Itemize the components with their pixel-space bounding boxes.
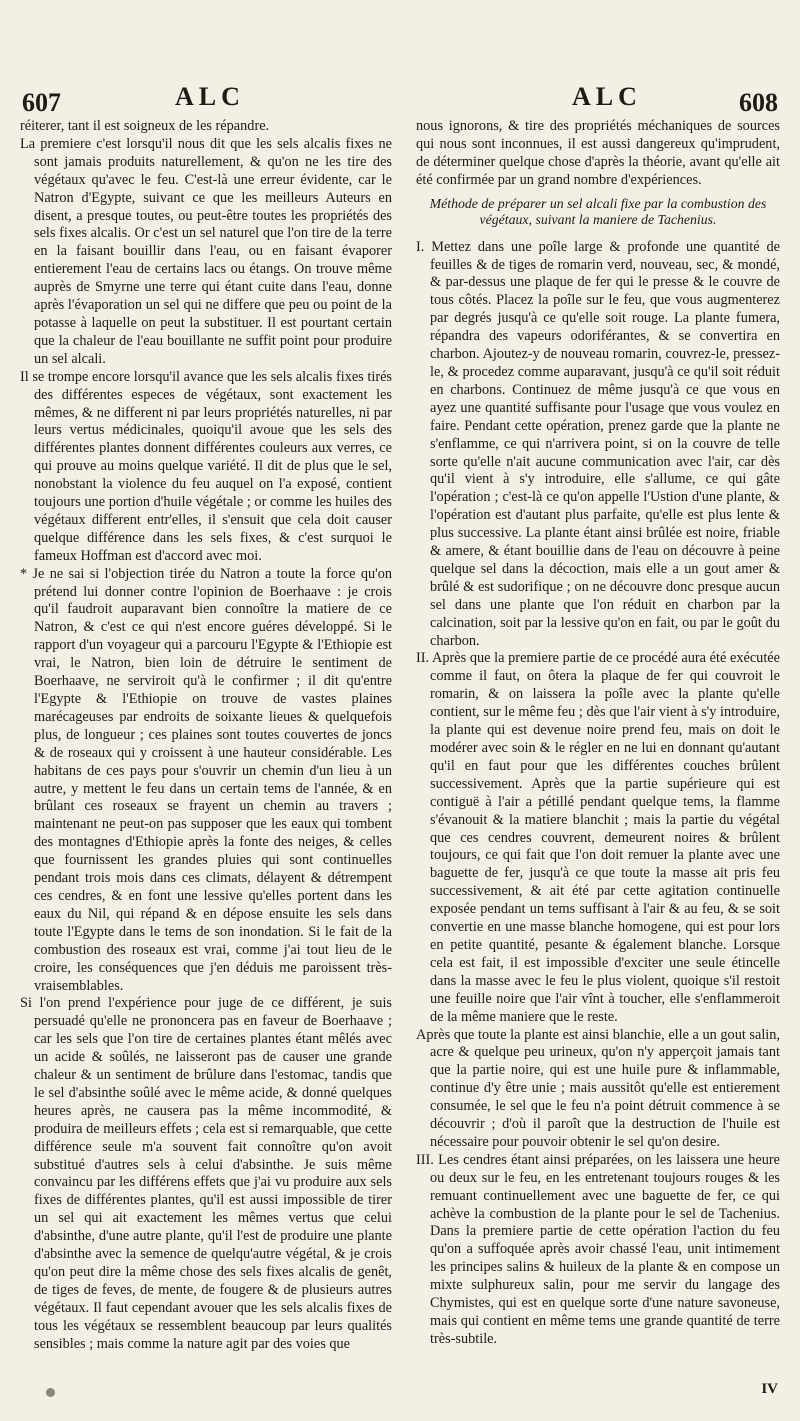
page-blot xyxy=(46,1388,55,1397)
paragraph: nous ignorons, & tire des propriétés méchaniques de sources qui nous sont inconnues, il est aussi dangereux qu'imprudent, de déterminer quelque chose d'après la théorie, avant qu'elle ait été confirmée par un grand nombre d'expériences. xyxy=(416,118,780,188)
running-header xyxy=(0,78,800,118)
paragraph: réiterer, tant il est soigneux de les répandre. xyxy=(20,118,270,134)
section-heading: Méthode de préparer un sel alcali fixe par la combustion des végétaux, suivant la maniere de Tachenius. xyxy=(429,195,767,228)
paragraph: I. Mettez dans une poîle large & profonde une quantité de feuilles & de tiges de romarin verd, nouveau, sec, & mondé, & par-dessus une plaque de fer qui le presse & le couvre de tous côtés. Placez la poîle sur le feu, que vous augmenterez par degrés jusqu'à ce qu'elle soit rouge. La plante fumera, répandra des vapeurs odoriférantes, & se convertira en charbon. Ajoutez-y de nouveau romarin, couvrez-le, pressez-le, & procedez comme auparavant, jusqu'à ce qu'il soit réduit en charbons. Continuez de même jusqu'à ce que vous en ayez une quantité suffisante pour l'usage que vous voulez en faire. Pendant cette opération, prenez garde que la plante ne s'enflamme, ce qui n'arrivera point, si on la couvre de telle sorte qu'elle n'ait aucune communication avec l'air, car dès qu'il vient à s'y introduire, elle s'allume, ce qui gâte l'opération ; c'est-là ce qu'on appelle l'Ustion d'une plante, & l'opération est d'autant plus parfaite, qu'elle est plus lente & plus successive. La plante étant ainsi brûlée est noire, friable & amere, & étant bouillie dans de l'eau on découvre à peine quelque sel dans la décoction, mais elle a un gout amer & brûlé & est sudorifique ; on ne découvre donc presque aucun sel dans une plante que l'on réduit en charbon par la calcination, soit par la lessive qu'on en fait, ou par le goût du charbon. xyxy=(416,238,780,649)
right-running-word: ALC xyxy=(572,82,642,111)
left-page-number: 607 xyxy=(22,88,61,117)
paragraph: Si l'on prend l'expérience pour juge de ce différent, je suis persuadé qu'elle ne prononcera pas en faveur de Boerhaave ; car les sels que l'on tire de certaines plantes étant mêlés avec un acide & soûlés, ne laisseront pas de causer une grande chaleur & un sentiment de brûlure dans l'estomac, tandis que le sel d'absinthe soûlé avec le même acide, & donné quelques heures après, ne causera pas la même incommodité, & produira de meilleurs effets ; cela est si remarquable, que cette différence seule m'a souvent fait connoître qu'on avoit substitué d'autres sels à celui d'absinthe. Je suis même convaincu par les différens effets que j'ai vu produire aux sels fixes de différentes plantes, qu'il est aussi impossible de tirer un sel qui ait exactement les mêmes vertus que celui d'absinthe, d'une autre plante, qu'il l'est de produire une plante d'absinthe avec la semence de quelqu'autre végétal, & je crois qu'on peut dire la même chose des sels fixes alcalis de genêt, de tiges de feves, de mente, de fougere & de plusieurs autres végétaux. Il faut cependant avouer que les sels alcalis fixes de tous les végétaux se ressemblent beaucoup par leurs qualités sensibles ; mais comme la nature agit par des voies que xyxy=(20,995,392,1352)
right-page-number: 608 xyxy=(739,88,778,117)
paragraph: II. Après que la premiere partie de ce procédé aura été exécutée comme il faut, on ôtera la plaque de fer qui couvroit le romarin, & on laissera la poîle avec la plante qu'elle contient, sur le même feu ; dès que l'air vient à s'y introduire, la plante qui est devenue noire prend feu, mais on doit le modérer avec soin & le régler en ne lui en donnant qu'autant qu'il en faut pour que les différentes couches brûlent successivement. Après que la partie supérieure qui est contiguë à l'air a pétillé pendant quelque tems, la flamme s'évanouit & la matiere blanchit ; mais la partie du végétal que ces cendres couvrent, demeurent noires & brûlent toujours, ce qui fait que l'on doit remuer la plante avec une baguette de fer, jusqu'à ce que toute la masse ait pris feu successivement, & ait été par cette agitation continuelle exposée pendant un tems suffisant à l'air & au feu, & se soit convertie en une masse blanche homogene, qui est pour lors en petite quantité, pesante & également blanche. Lorsque cela est fait, il est impossible d'exciter une seule étincelle dans la masse avec le feu le plus violent, quoique s'il restoit une feuille noire que l'air vînt à toucher, elle s'enflammeroit de la même maniere que le reste. xyxy=(416,650,780,1025)
paragraph: * Je ne sai si l'objection tirée du Natron a toute la force qu'on prétend lui donner contre l'opinion de Boerhaave : je crois qu'il faudroit auparavant bien connoître la matiere de ce Natron, & c'est ce qui n'est encore guéres développé. Si le rapport d'un voyageur qui a parcouru l'Egypte & l'Ethiopie est vrai, le Natron, bien loin de détruire le sentiment de Boerhaave, ne serviroit qu'à le confirmer ; il dit qu'entre l'Egypte & l'Ethiopie on trouve de vastes plaines marécageuses par endroits de soixante lieues & quelquefois plus, de longueur ; ces plaines sont toutes couvertes de joncs & de roseaux qui y croissent à une hauteur considérable. Les habitans de ces pays pour s'ouvrir un chemin d'un lieu à un autre, y mettent le feu dans un certain tems de l'année, & en brûlant ces roseaux se frayent un chemin au travers ; maintenant ne peut-on pas supposer que les eaux qui tombent des montagnes d'Ethiopie après la fonte des neiges, & celles que fournissent les grandes pluies qui sont continuelles pendant trois mois dans ces climats, délayent & détrempent ces cendres, & en font une lessive qu'elles portent dans les eaux du Nil, qui répand & en dépose ensuite les sels dans toute l'Egypte dans le tems de son inondation. Si le fait de la combustion des roseaux est vrai, comme j'ai tout lieu de le croire, les conséquences que j'en déduis me paroissent très-vraisemblables. xyxy=(20,565,392,994)
paragraph: La premiere c'est lorsqu'il nous dit que les sels alcalis fixes ne sont jamais produits naturellement, & qu'on ne les tire des végétaux qu'avec le feu. C'est-là une erreur évidente, car le Natron d'Egypte, suivant ce que les meilleurs Auteurs en disent, a presque toutes, ou peut-être toutes les propriétés des sels fixes alcalis. Or c'est un sel naturel que l'on tire de la terre en la faisant bouillir dans l'eau, ou en faisant évaporer entierement l'eau de certains lacs ou étangs. On trouve même auprès de Smyrne une terre qui étant cuite dans l'eau, donne après l'évaporation un sel qui ne differe que peu ou point de la potasse à laquelle on peut la substituer. Il est pourtant certain que la chaleur de l'eau bouillante ne suffit point pour produire un sel alcali. xyxy=(20,135,392,367)
paragraph: Après que toute la plante est ainsi blanchie, elle a un gout salin, acre & quelque peu urineux, qu'on n'y apperçoit jamais tant que la partie noire, qui est une huile pure & inflammable, continue d'y être unie ; mais aussitôt qu'elle est entierement consumée, le sel que le feu n'a point détruit commence à se découvrir ; d'où il paroît que la destruction de l'huile est nécessaire pour pouvoir obtenir le sel qu'on desire. xyxy=(416,1026,780,1150)
signature-mark: IV xyxy=(761,1381,778,1397)
paragraph: Il se trompe encore lorsqu'il avance que les sels alcalis fixes tirés des différentes especes de végétaux, sont exactement les mêmes, & ne different ni par leurs propriétés naturelles, ni par leurs vertus médicinales, quoiqu'il avoue que les sels des différentes plantes donnent différentes couleurs aux verres, ce qui prouve au moins quelque variété. Il dit de plus que le sel, nonobstant la violence du feu auquel on l'a exposé, contient toujours une portion d'huile végétale ; or comme les huiles des végétaux different entr'elles, il s'ensuit que cela doit causer quelque différence dans les sels fixes, & c'est surquoi le fameux Hoffman est d'accord avec moi. xyxy=(20,368,392,564)
right-column xyxy=(416,118,780,1349)
left-column xyxy=(20,118,392,1354)
left-running-word: ALC xyxy=(175,82,245,111)
paragraph: III. Les cendres étant ainsi préparées, on les laissera une heure ou deux sur le feu, en les entretenant toujours rouges & les remuant continuellement avec une baguette de fer, ce qui achève la combustion de la plante pour le sel de Tachenius. Dans la premiere partie de cette opération l'action du feu qu'on a suffoquée après avoir chassé l'eau, unit intimement les principes salins & huileux de la plante & en compose un mixte sulphureux salin, pour me servir du langage des Chymistes, qui est en quelque sorte d'une nature savoneuse, mais qui contient en même tems une grande quantité de terre très-subtile. xyxy=(416,1151,780,1347)
